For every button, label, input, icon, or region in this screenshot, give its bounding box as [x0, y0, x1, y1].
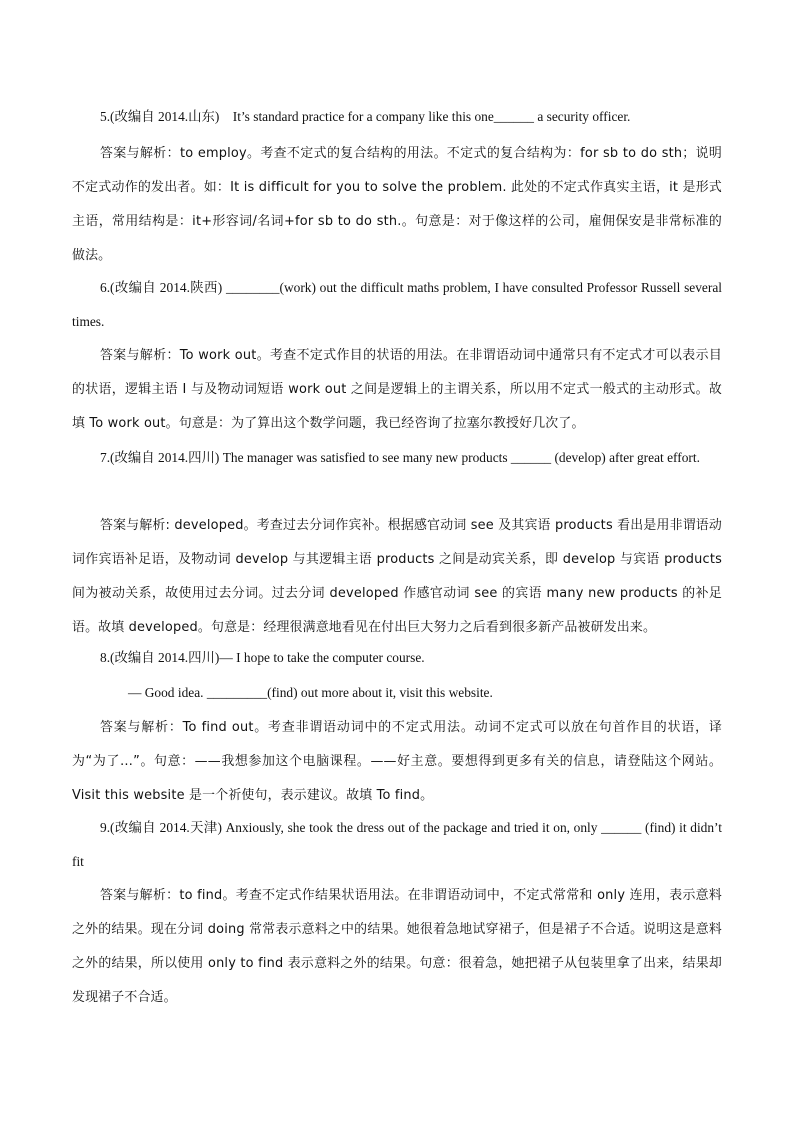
answer-9: 答案与解析：to find。考查不定式作结果状语用法。在非谓语动词中，不定式常常和 only 连用，表示意料之外的结果。现在分词 doing 常常表示意料之中的结果。她很着急地试穿裙子，但是裙子不合适。说明这是意料之外的结果，所以使用 only to find 表示意料之外的结果。句意：很着急，她把裙子从包装里拿了出来，结果却发现裙子不合适。: [72, 888, 722, 1005]
question-8: 8.(改编自 2014.四川)— I hope to take the computer course.: [100, 650, 425, 665]
question-5: 5.(改编自 2014.山东) It’s standard practice for a company like this one______ a security officer.: [100, 109, 631, 124]
answer-6: 答案与解析：To work out。考查不定式作目的状语的用法。在非谓语动词中通常只有不定式才可以表示目的状语，逻辑主语 I 与及物动词短语 work out 之间是逻辑上的主谓关系，所以用不定式一般式的主动形式。故填 To work out。句意是：为了算出这个数学问题，我已经咨询了拉塞尔教授好几次了。: [72, 348, 722, 431]
answer-5: 答案与解析：to employ。考查不定式的复合结构的用法。不定式的复合结构为：for sb to do sth；说明不定式动作的发出者。如：It is difficult for you to solve the problem. 此处的不定式作真实主语，it 是形式主语，常用结构是：it+形容词/名词+for sb to do sth.。句意是：对于像这样的公司，雇佣保安是非常标准的做法。: [72, 146, 722, 263]
question-8-reply: — Good idea. _________(find) out more about it, visit this website.: [128, 685, 493, 700]
answer-8: 答案与解析：To find out。考查非谓语动词中的不定式用法。动词不定式可以放在句首作目的状语，译为“为了…”。句意：——我想参加这个电脑课程。——好主意。要想得到更多有关的信息，请登陆这个网站。Visit this website 是一个祈使句，表示建议。故填 To find。: [72, 720, 722, 803]
question-9: 9.(改编自 2014.天津) Anxiously, she took the dress out of the package and tried it on, only ______ (find) it didn’t fit: [72, 820, 722, 869]
question-6: 6.(改编自 2014.陕西) ________(work) out the difficult maths problem, I have consulted Professor Russell several times.: [72, 280, 722, 329]
answer-7: 答案与解析: developed。考查过去分词作宾补。根据感官动词 see 及其宾语 products 看出是用非谓语动词作宾语补足语，及物动词 develop 与其逻辑主语 products 之间是动宾关系，即 develop 与宾语 products 间为被动关系，故使用过去分词。过去分词 developed 作感官动词 see 的宾语 many new products 的补足语。故填 developed。句意是：经理很满意地看见在付出巨大努力之后看到很多新产品被研发出来。: [72, 518, 722, 635]
question-7: 7.(改编自 2014.四川) The manager was satisfied to see many new products ______ (develop) after great effort.: [100, 450, 700, 465]
